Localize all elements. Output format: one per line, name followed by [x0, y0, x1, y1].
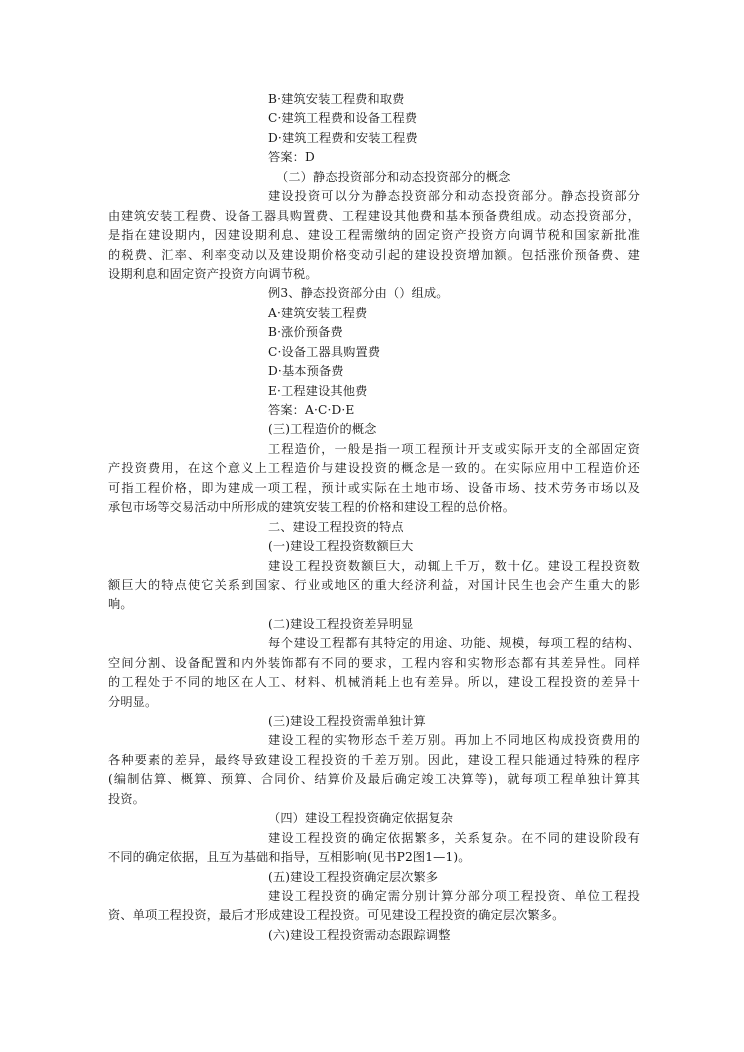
subsection-heading: (二)建设工程投资差异明显 [268, 616, 414, 631]
paragraph-line: 是指在建设期内，因建设期利息、建设工程需缴纳的固定资产投资方向调节税和国家新批准 [108, 228, 640, 243]
paragraph-line: 产投资费用，在这个意义上工程造价与建设投资的概念是一致的。在实际应用中工程造价还 [108, 461, 640, 476]
subsection-heading: (六)建设工程投资需动态跟踪调整 [268, 927, 451, 942]
paragraph-line: 建设工程投资数额巨大，动辄上千万，数十亿。建设工程投资数 [268, 558, 640, 573]
paragraph [108, 557, 640, 615]
option-d: D·基本预备费 [268, 364, 344, 379]
paragraph-line: 资、单项工程投资，最后才形成建设工程投资。可见建设工程投资的确定层次繁多。 [108, 908, 565, 923]
paragraph-line: 投资。 [108, 791, 146, 806]
option-b: B·涨价预备费 [268, 325, 343, 340]
paragraph [108, 634, 640, 712]
answer-line: 答案：D [268, 150, 315, 165]
paragraph-line: 额巨大的特点使它关系到国家、行业或地区的重大经济利益，对国计民生也会产生重大的影 [108, 577, 640, 592]
paragraph-line: 由建筑安装工程费、设备工器具购置费、工程建设其他费和基本预备费组成。动态投资部分， [108, 208, 640, 223]
paragraph [108, 187, 640, 284]
option-c: C·建筑工程费和设备工程费 [268, 111, 418, 126]
section-heading: （二）静态投资部分和动态投资部分的概念 [276, 169, 511, 184]
option-c: C·设备工器具购置费 [268, 344, 381, 359]
paragraph-line: 不同的确定依据，且互为基础和指导，互相影响(见书P2图1—1)。 [108, 850, 471, 865]
paragraph-line: 建设投资可以分为静态投资部分和动态投资部分。静态投资部分 [268, 189, 640, 204]
paragraph-line: 各种要素的差异，最终导致建设工程投资的千差万别。因此，建设工程只能通过特殊的程序 [108, 752, 640, 767]
subsection-heading: (一)建设工程投资数额巨大 [268, 539, 414, 554]
section-heading: (三)工程造价的概念 [268, 422, 377, 437]
paragraph-line: 空间分割、设备配置和内外装饰都有不同的要求，工程内容和实物形态都有其差异性。同样 [108, 655, 640, 670]
option-e: E·工程建设其他费 [268, 383, 368, 398]
paragraph-line: 可指工程价格，即为建成一项工程，预计或实际在土地市场、设备市场、技术劳务市场以及 [108, 480, 640, 495]
paragraph [108, 829, 640, 868]
paragraph-line: 承包市场等交易活动中所形成的建筑安装工程的价格和建设工程的总价格。 [108, 500, 516, 515]
paragraph [108, 887, 640, 926]
paragraph-line: 工程造价，一般是指一项工程预计开支或实际开支的全部固定资 [268, 441, 640, 456]
paragraph-line: 建设工程投资的确定依据繁多，关系复杂。在不同的建设阶段有 [268, 830, 640, 845]
paragraph-line: 的税费、汇率、利率变动以及建设期价格变动引起的建设投资增加额。包括涨价预备费、建 [108, 247, 640, 262]
subsection-heading: (三)建设工程投资需单独计算 [268, 714, 426, 728]
answer-line: 答案：A·C·D·E [268, 403, 355, 417]
paragraph-line: 每个建设工程都有其特定的用途、功能、规模，每项工程的结构、 [268, 636, 640, 651]
paragraph-line: 建设工程的实物形态千差万别。再加上不同地区构成投资费用的 [268, 733, 640, 748]
paragraph-line: (编制估算、概算、预算、合同价、结算价及最后确定竣工决算等)，就每项工程单独计算其 [108, 772, 640, 787]
paragraph [108, 731, 640, 809]
subsection-heading: （四）建设工程投资确定依据复杂 [268, 811, 454, 826]
paragraph-line: 响。 [108, 597, 133, 612]
document-page [108, 90, 640, 945]
paragraph-line: 设期利息和固定资产投资方向调节税。 [108, 266, 318, 281]
paragraph-line: 分明显。 [108, 694, 158, 709]
paragraph [108, 440, 640, 518]
paragraph-line: 的工程处于不同的地区在人工、材料、机械消耗上也有差异。所以，建设工程投资的差异十 [108, 675, 640, 690]
paragraph-line: 建设工程投资的确定需分别计算分部分项工程投资、单位工程投 [268, 888, 640, 903]
option-b: B·建筑安装工程费和取费 [268, 92, 405, 106]
question-line: 例3、静态投资部分由（）组成。 [268, 286, 449, 301]
option-a: A·建筑安装工程费 [268, 305, 368, 320]
option-d: D·建筑工程费和安装工程费 [268, 130, 418, 145]
subsection-heading: (五)建设工程投资确定层次繁多 [268, 869, 439, 884]
section-heading: 二、建设工程投资的特点 [268, 519, 404, 534]
